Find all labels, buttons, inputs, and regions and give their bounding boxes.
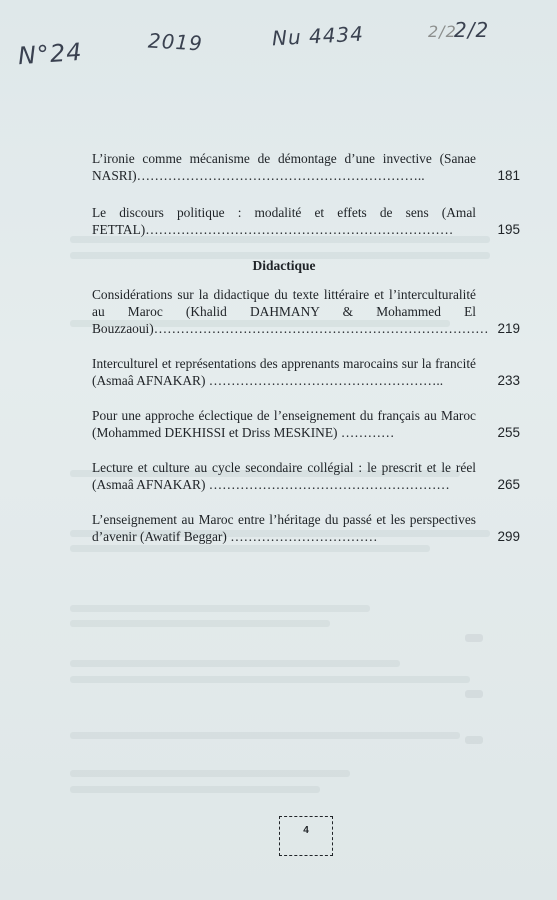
bleed-through-number <box>465 736 483 744</box>
bleed-through-line <box>70 770 350 777</box>
toc-entry <box>92 150 520 184</box>
toc-entry-page: 265 <box>497 477 520 492</box>
toc-entry-page: 181 <box>497 168 520 183</box>
toc-entry <box>92 511 520 545</box>
toc-entry-text: L’ironie comme mécanisme de démontage d’une invective (Sanae NASRI)……………………………………………………….. <box>92 151 476 183</box>
handwritten-reference-number: Nu 4434 <box>271 21 365 51</box>
bleed-through-line <box>70 660 400 667</box>
page-number: 4 <box>303 825 309 836</box>
toc-entry-page: 233 <box>497 373 520 388</box>
toc-entry-text: Interculturel et représentations des apprenants marocains sur la francité (Asmaâ AFNAKAR) …………………………………………….. <box>92 356 476 388</box>
handwritten-issue-number: N°24 <box>17 37 84 71</box>
handwritten-year: 2019 <box>147 28 204 56</box>
bleed-through-line <box>70 676 470 683</box>
toc-entry-page: 195 <box>497 222 520 237</box>
toc-entry <box>92 355 520 389</box>
table-of-contents <box>92 150 520 545</box>
toc-entry-text: Le discours politique : modalité et effets de sens (Amal FETTAL)…………………………………………………………… <box>92 205 476 237</box>
toc-entry <box>92 286 520 337</box>
bleed-through-line <box>70 786 320 793</box>
toc-entry-text: L’enseignement au Maroc entre l’héritage du passé et les perspectives d’avenir (Awatif Beggar) …………………………… <box>92 512 476 544</box>
bleed-through-line <box>70 732 460 739</box>
bleed-through-number <box>465 690 483 698</box>
section-heading: Didactique <box>252 258 316 273</box>
toc-entry-page: 219 <box>497 321 520 336</box>
toc-entry-text: Pour une approche éclectique de l’enseignement du français au Maroc (Mohammed DEKHISSI et Driss MESKINE) ………… <box>92 408 476 440</box>
bleed-through-line <box>70 620 330 627</box>
faint-handwritten-mark: 2/2 <box>428 22 457 41</box>
toc-entry-page: 255 <box>497 425 520 440</box>
page-number-box <box>279 816 333 856</box>
bleed-through-number <box>465 634 483 642</box>
toc-entry <box>92 204 520 238</box>
toc-entry <box>92 407 520 441</box>
bleed-through-line <box>70 605 370 612</box>
toc-entry-text: Considérations sur la didactique du texte littéraire et l’interculturalité au Maroc (Khalid DAHMANY & Mohammed El Bouzzaoui)………………………………………………………………… <box>92 287 489 336</box>
toc-entry-text: Lecture et culture au cycle secondaire collégial : le prescrit et le réel (Asmaâ AFNAKAR) ……………………………………………… <box>92 460 476 492</box>
toc-entry-page: 299 <box>497 529 520 544</box>
toc-entry <box>92 459 520 493</box>
handwritten-page-mark: 2/2 <box>454 18 490 42</box>
bleed-through-line <box>70 545 430 552</box>
